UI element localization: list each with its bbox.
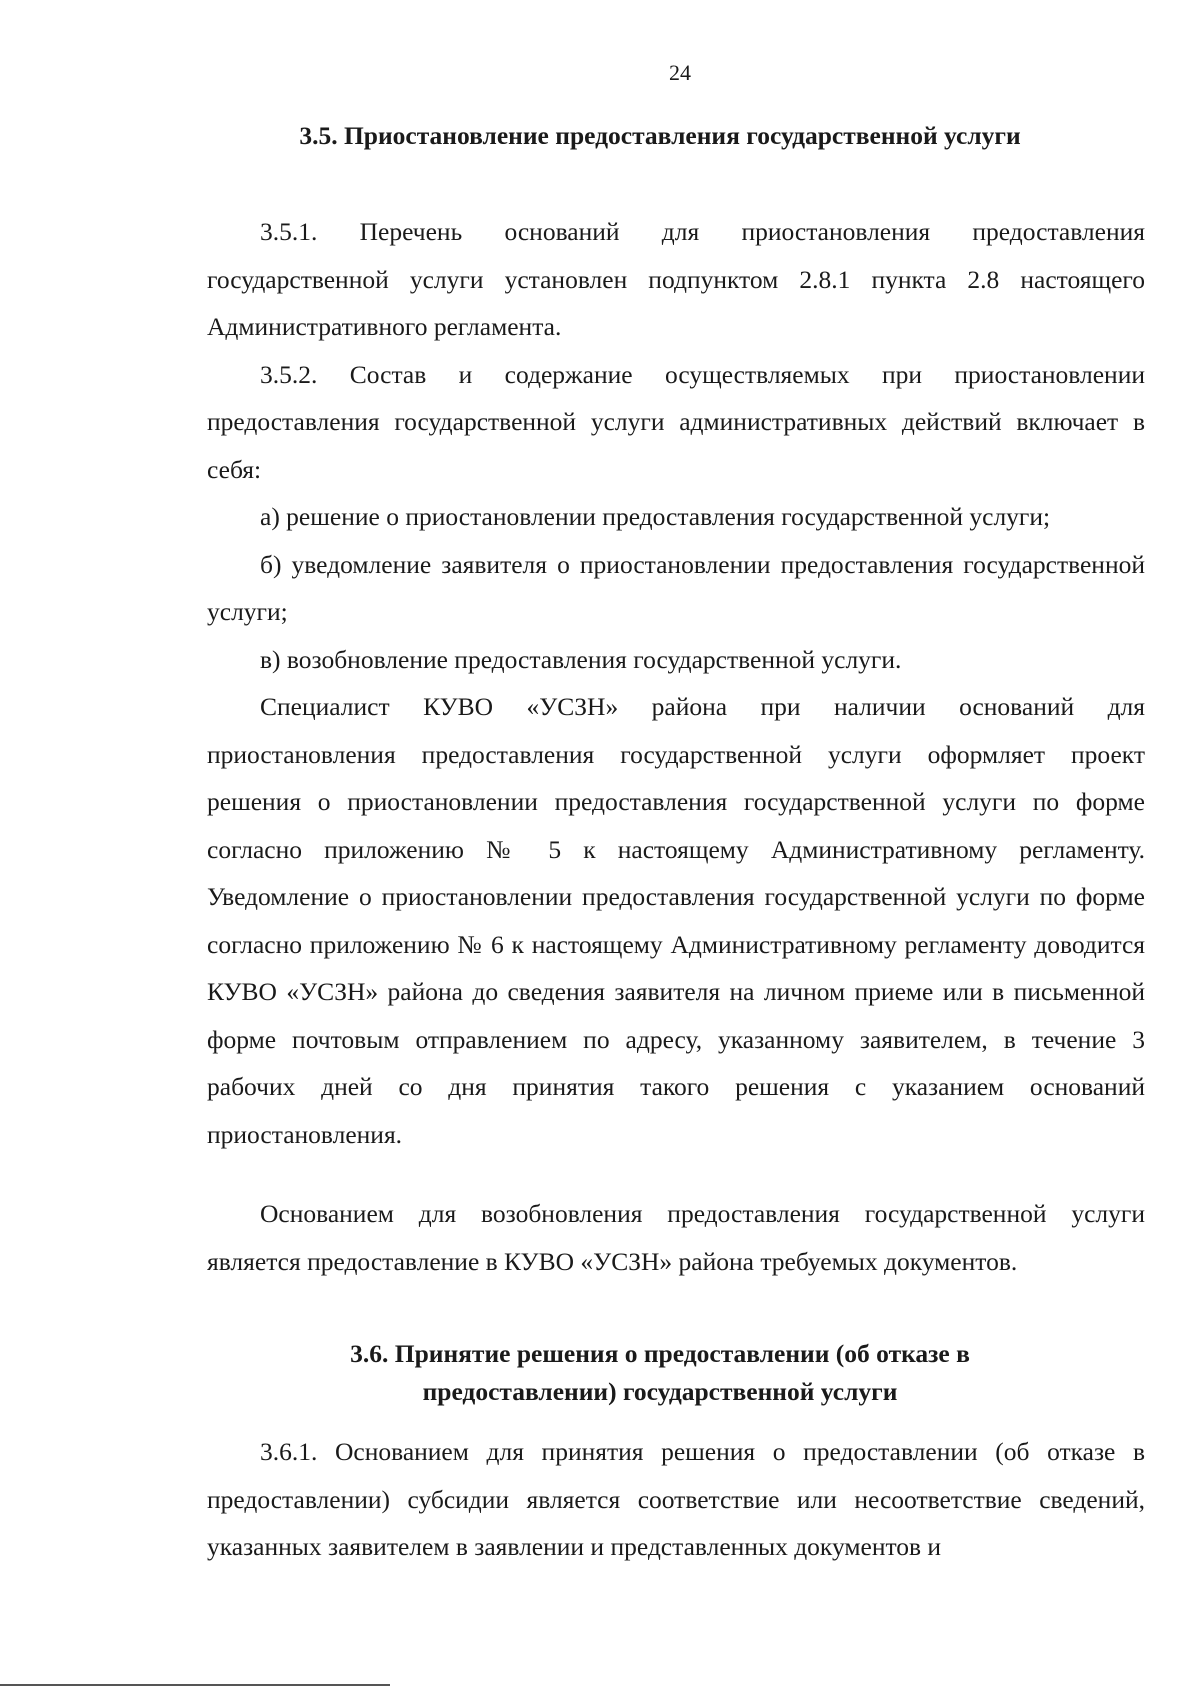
section-3-6-heading	[200, 1335, 1120, 1411]
section-3-5-heading: 3.5. Приостановление предоставления государственной услуги	[299, 121, 1021, 150]
paragraph-3-5-2: 3.5.2. Состав и содержание осуществляемых при приостановлении предоставления государственной услуги административных действий включает в себя:	[207, 359, 1145, 484]
list-item-b: б) уведомление заявителя о приостановлении предоставления государственной услуги;	[207, 549, 1145, 626]
section-3-6-heading-line1: 3.6. Принятие решения о предоставлении (об отказе в	[350, 1339, 970, 1368]
bottom-rule	[0, 1684, 390, 1686]
section-3-6-body	[207, 1428, 1145, 1571]
paragraph-resumption: Основанием для возобновления предоставления государственной услуги является предоставление в КУВО «УСЗН» района требуемых документов.	[207, 1199, 1145, 1276]
page-number: 24	[669, 60, 691, 85]
list-item-a: а) решение о приостановлении предоставления государственной услуги;	[260, 502, 1051, 531]
section-3-5-body	[207, 208, 1145, 1158]
paragraph-3-5-1: 3.5.1. Перечень оснований для приостановления предоставления государственной услуги установлен подпунктом 2.8.1 пункта 2.8 настоящего Административного регламента.	[207, 217, 1145, 341]
list-item-v: в) возобновление предоставления государственной услуги.	[260, 644, 902, 674]
paragraph-3-6-1: 3.6.1. Основанием для принятия решения о предоставлении (об отказе в предоставлении) субсидии является соответствие или несоответствие сведений, указанных заявителем в заявлении и представленных документов и	[207, 1437, 1145, 1561]
paragraph-specialist: Специалист КУВО «УСЗН» района при наличии оснований для приостановления предоставления государственной услуги оформляет проект решения о приостановлении предоставления государственной услуги по форме согласно приложению № 5 к настоящему Административному регламенту. Уведомление о приостановлении предоставления государственной услуги по форме согласно приложению № 6 к настоящему Административному регламенту доводится КУВО «УСЗН» района до сведения заявителя на личном приеме или в письменной форме почтовым отправлением по адресу, указанному заявителем, в течение 3 рабочих дней со дня принятия такого решения с указанием оснований приостановления.	[207, 692, 1145, 1149]
section-3-6-heading-line2: предоставлении) государственной услуги	[422, 1377, 898, 1406]
section-3-5-resumption	[207, 1190, 1145, 1285]
